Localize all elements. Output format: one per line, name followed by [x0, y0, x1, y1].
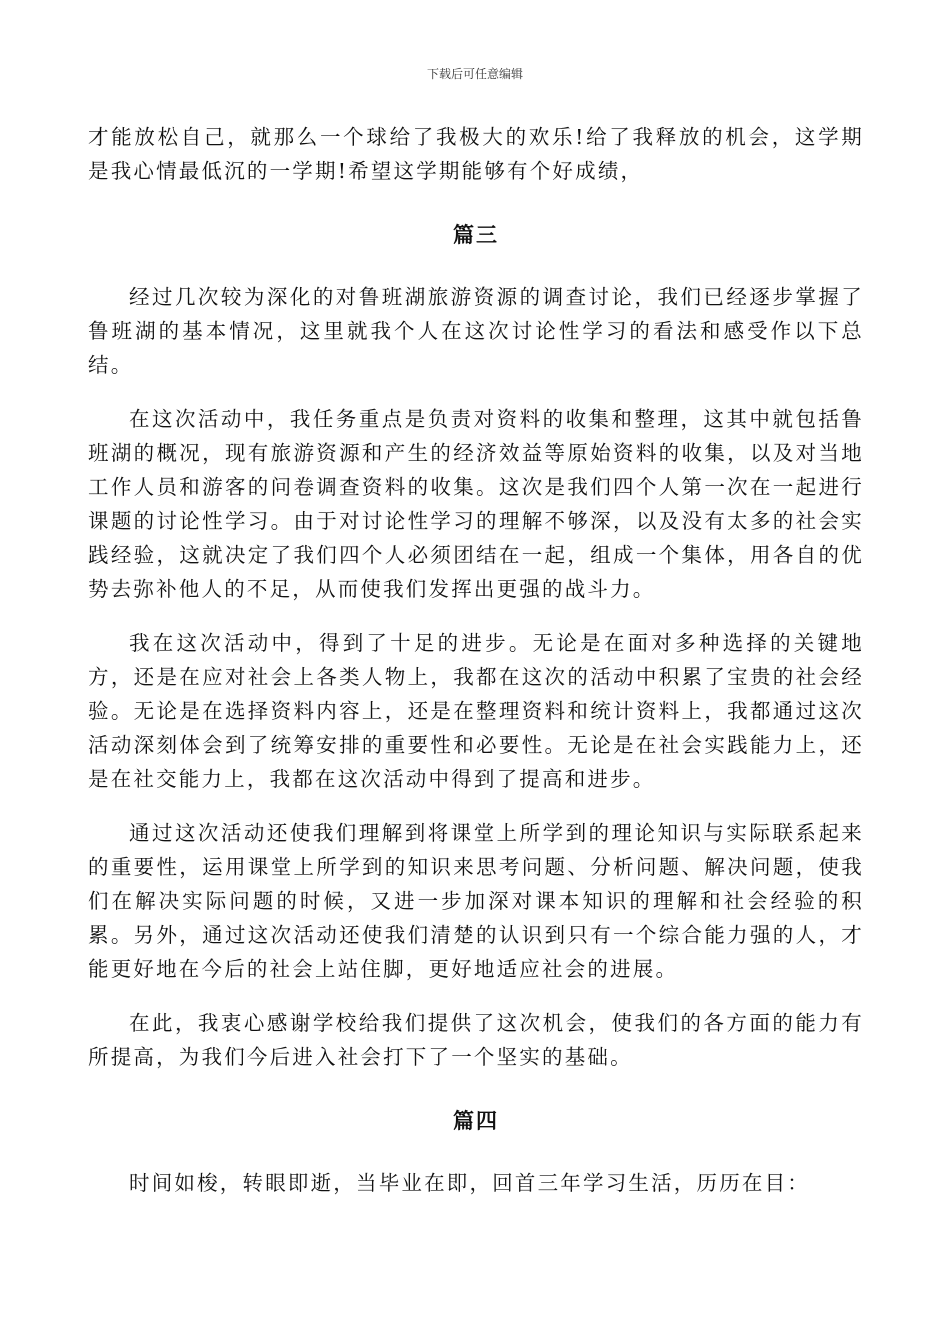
section3-paragraph-1: 经过几次较为深化的对鲁班湖旅游资源的调查讨论，我们已经逐步掌握了鲁班湖的基本情况，这里就我个人在这次讨论性学习的看法和感受作以下总结。: [88, 285, 864, 377]
section-title-4: 篇四: [453, 1108, 499, 1133]
document-body: [88, 120, 864, 1200]
section-title-3: 篇三: [453, 222, 499, 247]
section4-paragraph-1: 时间如梭，转眼即逝，当毕业在即，回首三年学习生活，历历在目：: [129, 1171, 810, 1195]
section3-paragraph-2: 在这次活动中，我任务重点是负责对资料的收集和整理，这其中就包括鲁班湖的概况，现有旅游资源和产生的经济效益等原始资料的收集，以及对当地工作人员和游客的问卷调查资料的收集。这次是我们四个人第一次在一起进行课题的讨论性学习。由于对讨论性学习的理解不够深，以及没有太多的社会实践经验，这就决定了我们四个人必须团结在一起，组成一个集体，用各自的优势去弥补他人的不足，从而使我们发挥出更强的战斗力。: [88, 407, 864, 601]
section3-paragraph-4: 通过这次活动还使我们理解到将课堂上所学到的理论知识与实际联系起来的重要性，运用课堂上所学到的知识来思考问题、分析问题、解决问题，使我们在解决实际问题的时候，又进一步加深对课本知识的理解和社会经验的积累。另外，通过这次活动还使我们清楚的认识到只有一个综合能力强的人，才能更好地在今后的社会上站住脚，更好地适应社会的进展。: [88, 821, 864, 981]
section3-paragraph-3: 我在这次活动中，得到了十足的进步。无论是在面对多种选择的关键地方，还是在应对社会上各类人物上，我都在这次的活动中积累了宝贵的社会经验。无论是在选择资料内容上，还是在整理资料和统计资料上，我都通过这次活动深刻体会到了统筹安排的重要性和必要性。无论是在社会实践能力上，还是在社交能力上，我都在这次活动中得到了提高和进步。: [88, 631, 864, 791]
intro-paragraph: 才能放松自己，就那么一个球给了我极大的欢乐!给了我释放的机会，这学期是我心情最低沉的一学期!希望这学期能够有个好成绩，: [88, 125, 864, 183]
page-header-caption: 下载后可任意编辑: [426, 67, 523, 81]
section3-paragraph-5: 在此，我衷心感谢学校给我们提供了这次机会，使我们的各方面的能力有所提高，为我们今后进入社会打下了一个坚实的基础。: [88, 1011, 864, 1069]
